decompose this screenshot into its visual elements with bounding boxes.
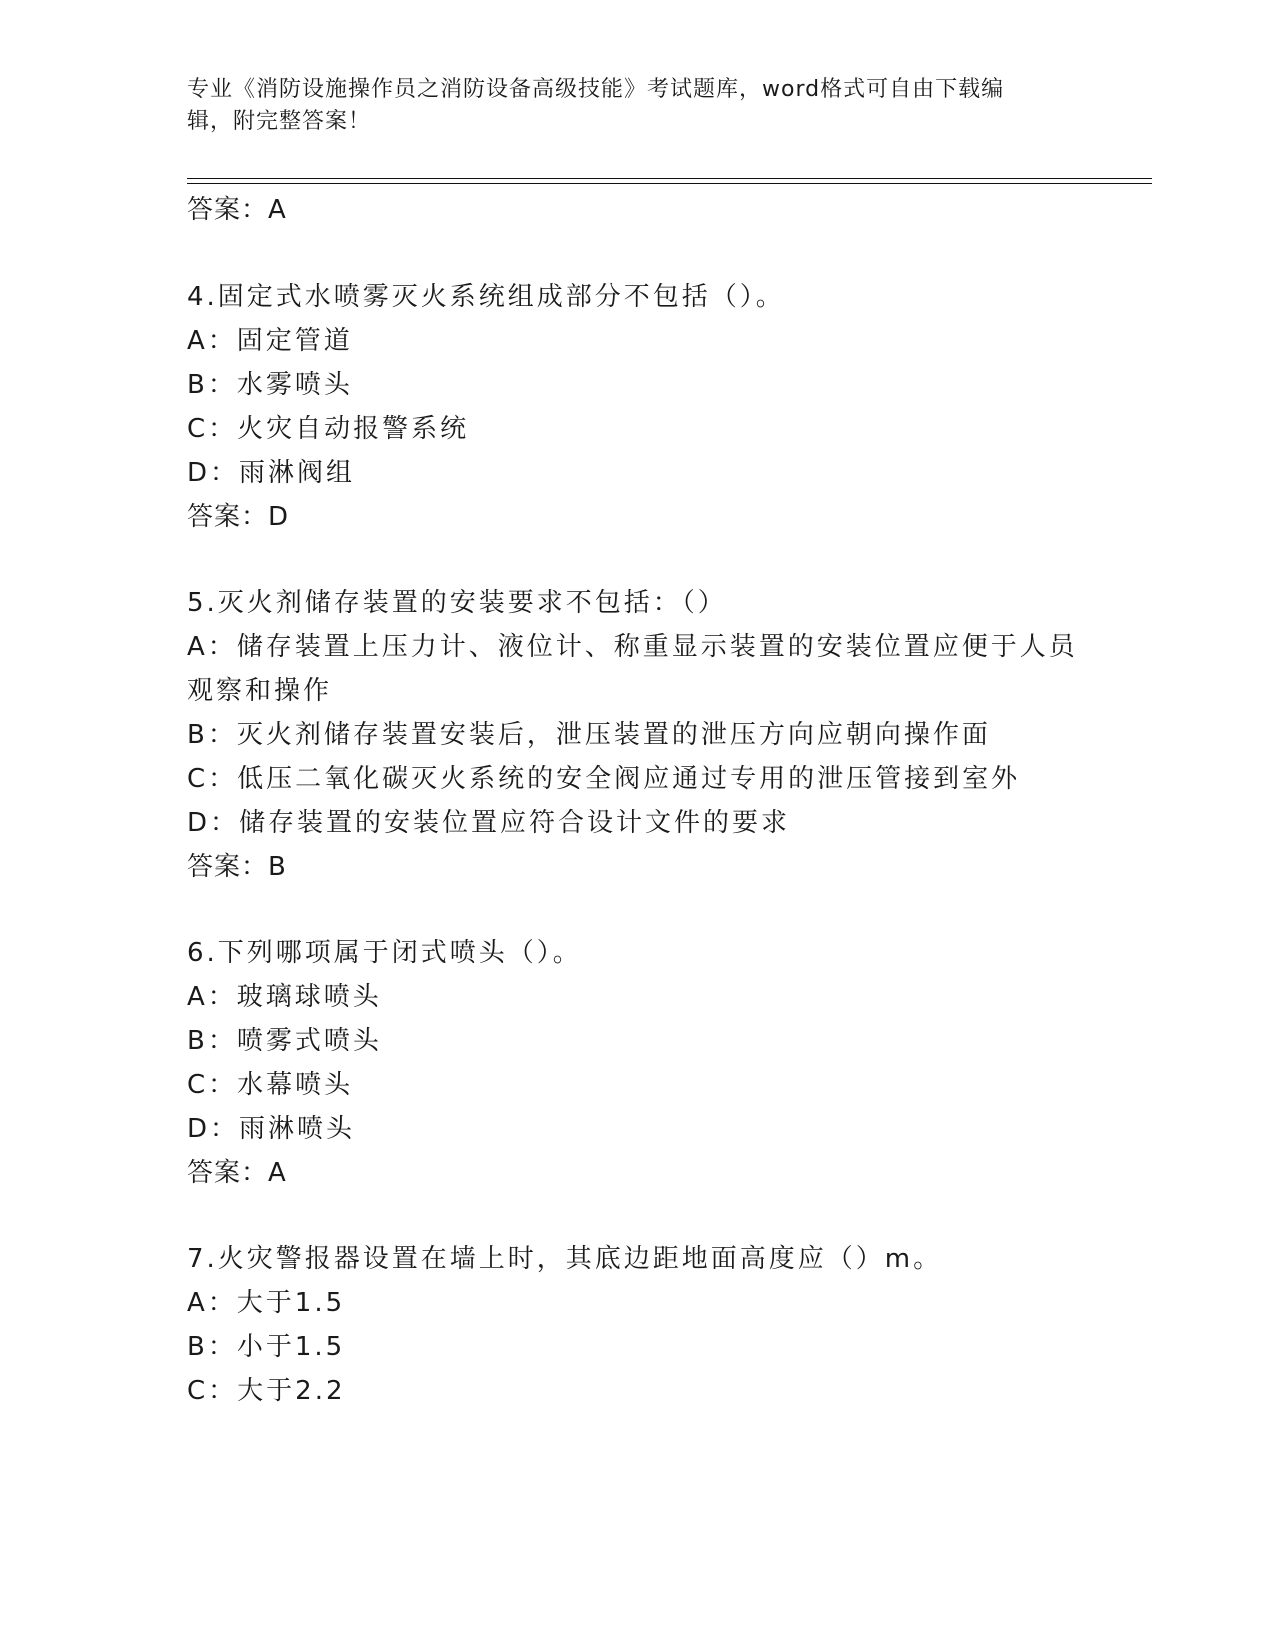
question-4-option-b: B：水雾喷头 bbox=[187, 370, 353, 400]
question-6-stem: 6.下列哪项属于闭式喷头（）。 bbox=[187, 938, 582, 968]
question-5-option-b: B：灭火剂储存装置安装后，泄压装置的泄压方向应朝向操作面 bbox=[187, 720, 991, 750]
document-header bbox=[187, 74, 1067, 138]
question-6-answer: 答案：A bbox=[187, 1158, 287, 1188]
question-5-stem: 5.灭火剂储存装置的安装要求不包括：（） bbox=[187, 588, 727, 618]
question-7-stem: 7.火灾警报器设置在墙上时，其底边距地面高度应（）m。 bbox=[187, 1244, 943, 1274]
header-divider-bottom bbox=[187, 183, 1152, 184]
question-4-option-a: A：固定管道 bbox=[187, 326, 353, 356]
question-7-option-b: B：小于1.5 bbox=[187, 1332, 346, 1362]
previous-answer: 答案：A bbox=[187, 195, 287, 225]
header-line-2: 辑，附完整答案！ bbox=[187, 109, 372, 134]
question-6-option-b: B：喷雾式喷头 bbox=[187, 1026, 382, 1056]
question-5-option-c: C：低压二氧化碳灭火系统的安全阀应通过专用的泄压管接到室外 bbox=[187, 764, 1021, 794]
question-5-option-a-continued: 观察和操作 bbox=[187, 676, 333, 706]
question-4-stem: 4.固定式水喷雾灭火系统组成部分不包括（）。 bbox=[187, 282, 785, 312]
question-7-option-c: C：大于2.2 bbox=[187, 1376, 346, 1406]
question-4-option-d: D：雨淋阀组 bbox=[187, 458, 356, 488]
question-6-option-c: C：水幕喷头 bbox=[187, 1070, 354, 1100]
question-5-answer: 答案：B bbox=[187, 852, 287, 882]
header-divider-top bbox=[187, 178, 1152, 179]
question-4-answer: 答案：D bbox=[187, 502, 290, 532]
question-4-option-c: C：火灾自动报警系统 bbox=[187, 414, 470, 444]
question-6-option-d: D：雨淋喷头 bbox=[187, 1114, 356, 1144]
question-7-option-a: A：大于1.5 bbox=[187, 1288, 346, 1318]
question-5-option-a: A：储存装置上压力计、液位计、称重显示装置的安装位置应便于人员 bbox=[187, 632, 1078, 662]
question-5-option-d: D：储存装置的安装位置应符合设计文件的要求 bbox=[187, 808, 791, 838]
question-6-option-a: A：玻璃球喷头 bbox=[187, 982, 382, 1012]
header-line-1: 专业《消防设施操作员之消防设备高级技能》考试题库，word格式可自由下载编 bbox=[187, 77, 1005, 102]
